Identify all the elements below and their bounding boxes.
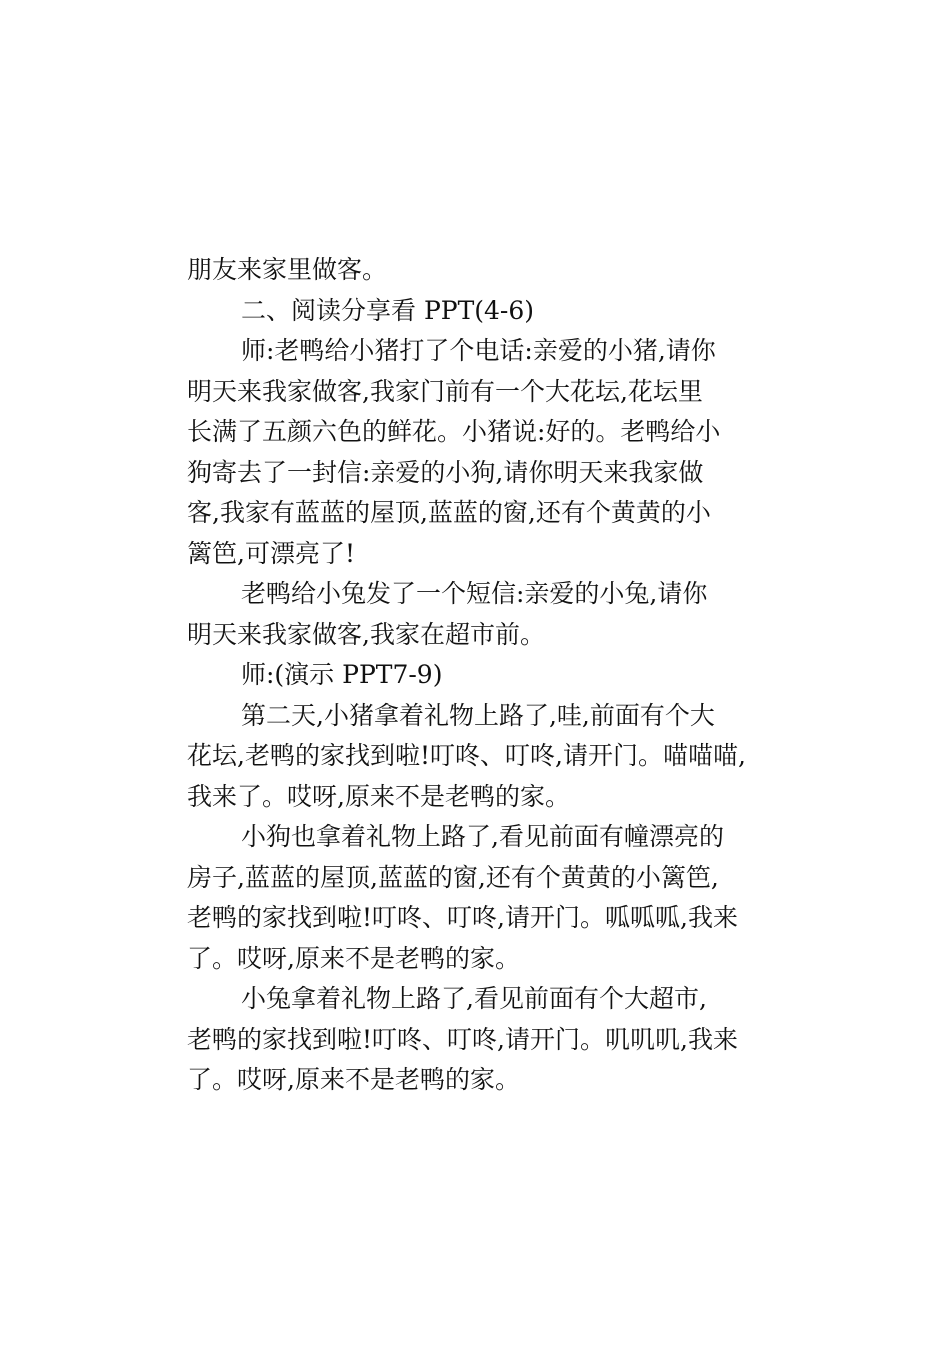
text-line: 小兔拿着礼物上路了,看见前面有个大超市, (241, 984, 707, 1013)
paragraph-rabbit-journey (187, 979, 767, 1101)
text-line: 师:老鸭给小猪打了个电话:亲爱的小猪,请你 (241, 336, 716, 365)
text-line: 朋友来家里做客。 (187, 255, 388, 284)
paragraph-teacher-demo (187, 655, 767, 696)
text-line: 房子,蓝蓝的屋顶,蓝蓝的窗,还有个黄黄的小篱笆, (187, 862, 719, 892)
text-line: 长满了五颜六色的鲜花。小猪说:好的。老鸭给小 (187, 417, 721, 446)
text-line: 篱笆,可漂亮了! (187, 538, 355, 568)
text-line: 老鸭的家找到啦!叮咚、叮咚,请开门。呱呱呱,我来 (187, 903, 738, 932)
text-line: 我来了。哎呀,原来不是老鸭的家。 (187, 781, 570, 811)
paragraph-dog-journey (187, 817, 767, 979)
text-line: 老鸭给小兔发了一个短信:亲爱的小兔,请你 (241, 579, 708, 608)
text-line: 明天来我家做客,我家在超市前。 (187, 619, 545, 649)
text-line: 狗寄去了一封信:亲爱的小狗,请你明天来我家做 (187, 457, 704, 487)
text-line: 二、阅读分享看 PPT(4-6) (241, 295, 535, 325)
paragraph-rabbit-message (187, 574, 767, 655)
text-line: 了。哎呀,原来不是老鸭的家。 (187, 943, 520, 973)
text-line: 师:(演示 PPT7-9) (241, 660, 443, 689)
text-line: 小狗也拿着礼物上路了,看见前面有幢漂亮的 (241, 822, 724, 851)
text-line: 了。哎呀,原来不是老鸭的家。 (187, 1065, 520, 1094)
paragraph-teacher-story (187, 331, 767, 574)
section-heading-reading-share (187, 291, 767, 332)
text-line: 花坛,老鸭的家找到啦!叮咚、叮咚,请开门。喵喵喵, (187, 741, 746, 770)
document-body (187, 250, 767, 1101)
paragraph-pig-journey (187, 696, 767, 818)
text-line: 第二天,小猪拿着礼物上路了,哇,前面有个大 (241, 700, 715, 730)
text-line: 客,我家有蓝蓝的屋顶,蓝蓝的窗,还有个黄黄的小 (187, 498, 711, 527)
text-line: 老鸭的家找到啦!叮咚、叮咚,请开门。叽叽叽,我来 (187, 1024, 738, 1054)
paragraph-intro-end (187, 250, 767, 291)
text-line: 明天来我家做客,我家门前有一个大花坛,花坛里 (187, 376, 703, 406)
